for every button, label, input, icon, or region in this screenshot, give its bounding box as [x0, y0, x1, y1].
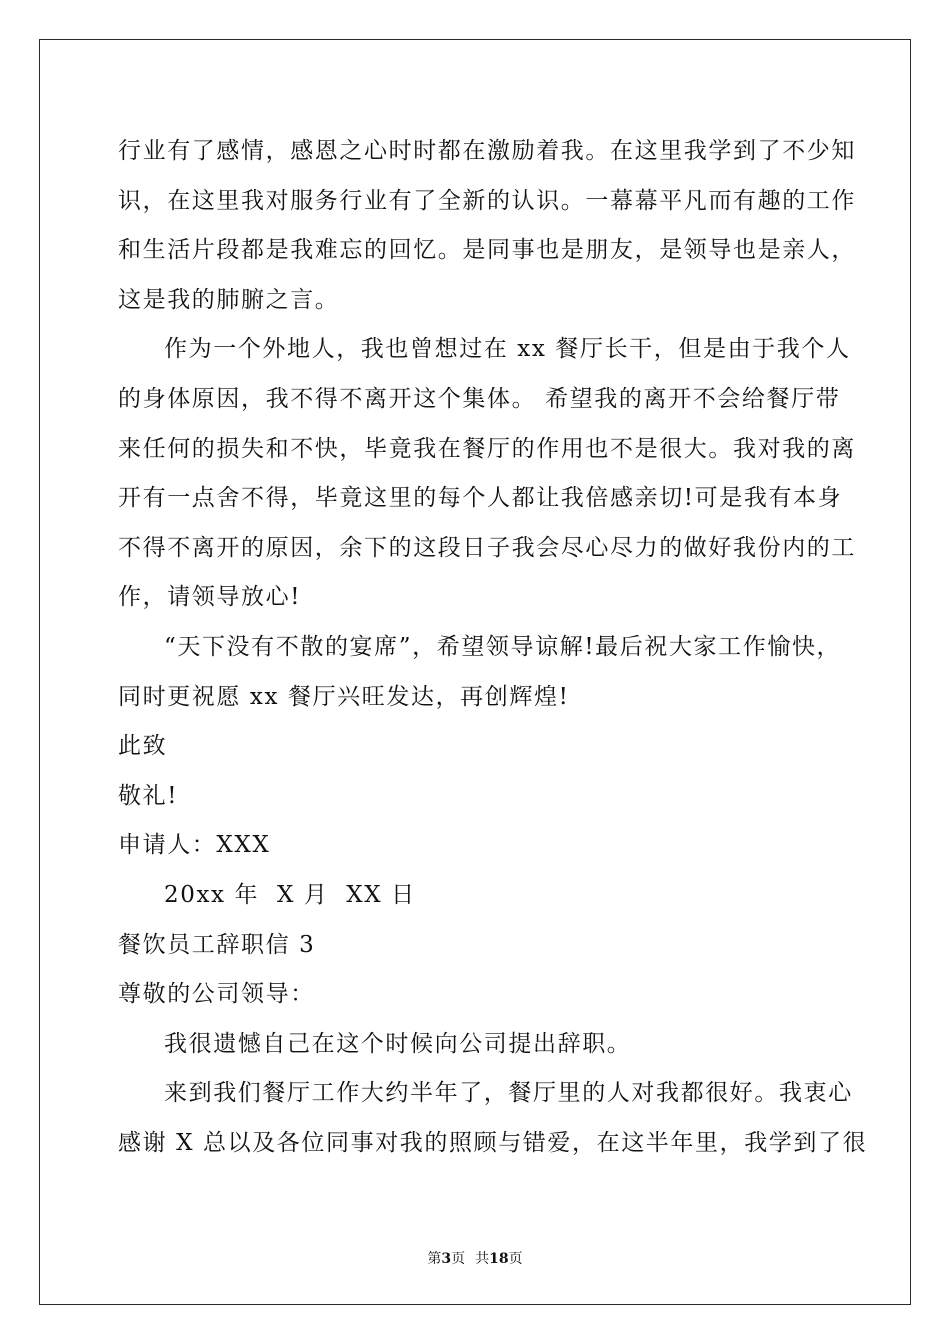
text-line: 不得不离开的原因，余下的这段日子我会尽心尽力的做好我份内的工 — [118, 534, 856, 561]
text-line: 作为一个外地人，我也曾想过在 xx 餐厅长干，但是由于我个人 — [164, 336, 851, 363]
salutation-regards: 敬礼! — [118, 782, 179, 809]
greeting-line: 尊敬的公司领导： — [118, 981, 315, 1008]
footer-total-suffix: 页 — [508, 1251, 523, 1267]
section-title: 餐饮员工辞职信 3 — [118, 931, 316, 958]
footer-page-prefix: 第 — [427, 1251, 442, 1267]
text-line: 这是我的肺腑之言。 — [118, 286, 340, 313]
text-line: 开有一点舍不得，毕竟这里的每个人都让我倍感亲切!可是我有本身 — [118, 485, 843, 512]
text-line: 我很遗憾自己在这个时候向公司提出辞职。 — [164, 1030, 632, 1057]
text-line: 的身体原因，我不得不离开这个集体。 希望我的离开不会给餐厅带 — [118, 385, 841, 412]
footer-total-prefix: 共 — [475, 1251, 490, 1267]
text-line: 来任何的损失和不快，毕竟我在餐厅的作用也不是很大。我对我的离 — [118, 435, 856, 462]
text-line: 同时更祝愿 xx 餐厅兴旺发达，再创辉煌! — [118, 683, 570, 710]
footer-page-suffix: 页 — [451, 1251, 466, 1267]
applicant-line: 申请人：XXX — [118, 832, 271, 859]
text-line: 行业有了感情，感恩之心时时都在激励着我。在这里我学到了不少知 — [118, 138, 856, 164]
text-line: 来到我们餐厅工作大约半年了，餐厅里的人对我都很好。我衷心 — [164, 1080, 853, 1107]
text-line: “天下没有不散的宴席”，希望领导谅解!最后祝大家工作愉快， — [164, 633, 842, 660]
page-footer — [0, 1248, 950, 1268]
text-line: 和生活片段都是我难忘的回忆。是同事也是朋友，是领导也是亲人， — [118, 237, 856, 264]
footer-total-number: 18 — [489, 1251, 509, 1267]
date-line: 20xx 年 X 月 XX 日 — [164, 881, 416, 908]
salutation-closing: 此致 — [118, 733, 168, 760]
footer-page-number: 3 — [441, 1251, 452, 1267]
text-line: 感谢 X 总以及各位同事对我的照顾与错爱，在这半年里，我学到了很 — [118, 1129, 868, 1156]
document-body — [118, 127, 868, 1168]
text-line: 识，在这里我对服务行业有了全新的认识。一幕幕平凡而有趣的工作 — [118, 187, 856, 214]
text-line: 作，请领导放心! — [118, 584, 302, 611]
